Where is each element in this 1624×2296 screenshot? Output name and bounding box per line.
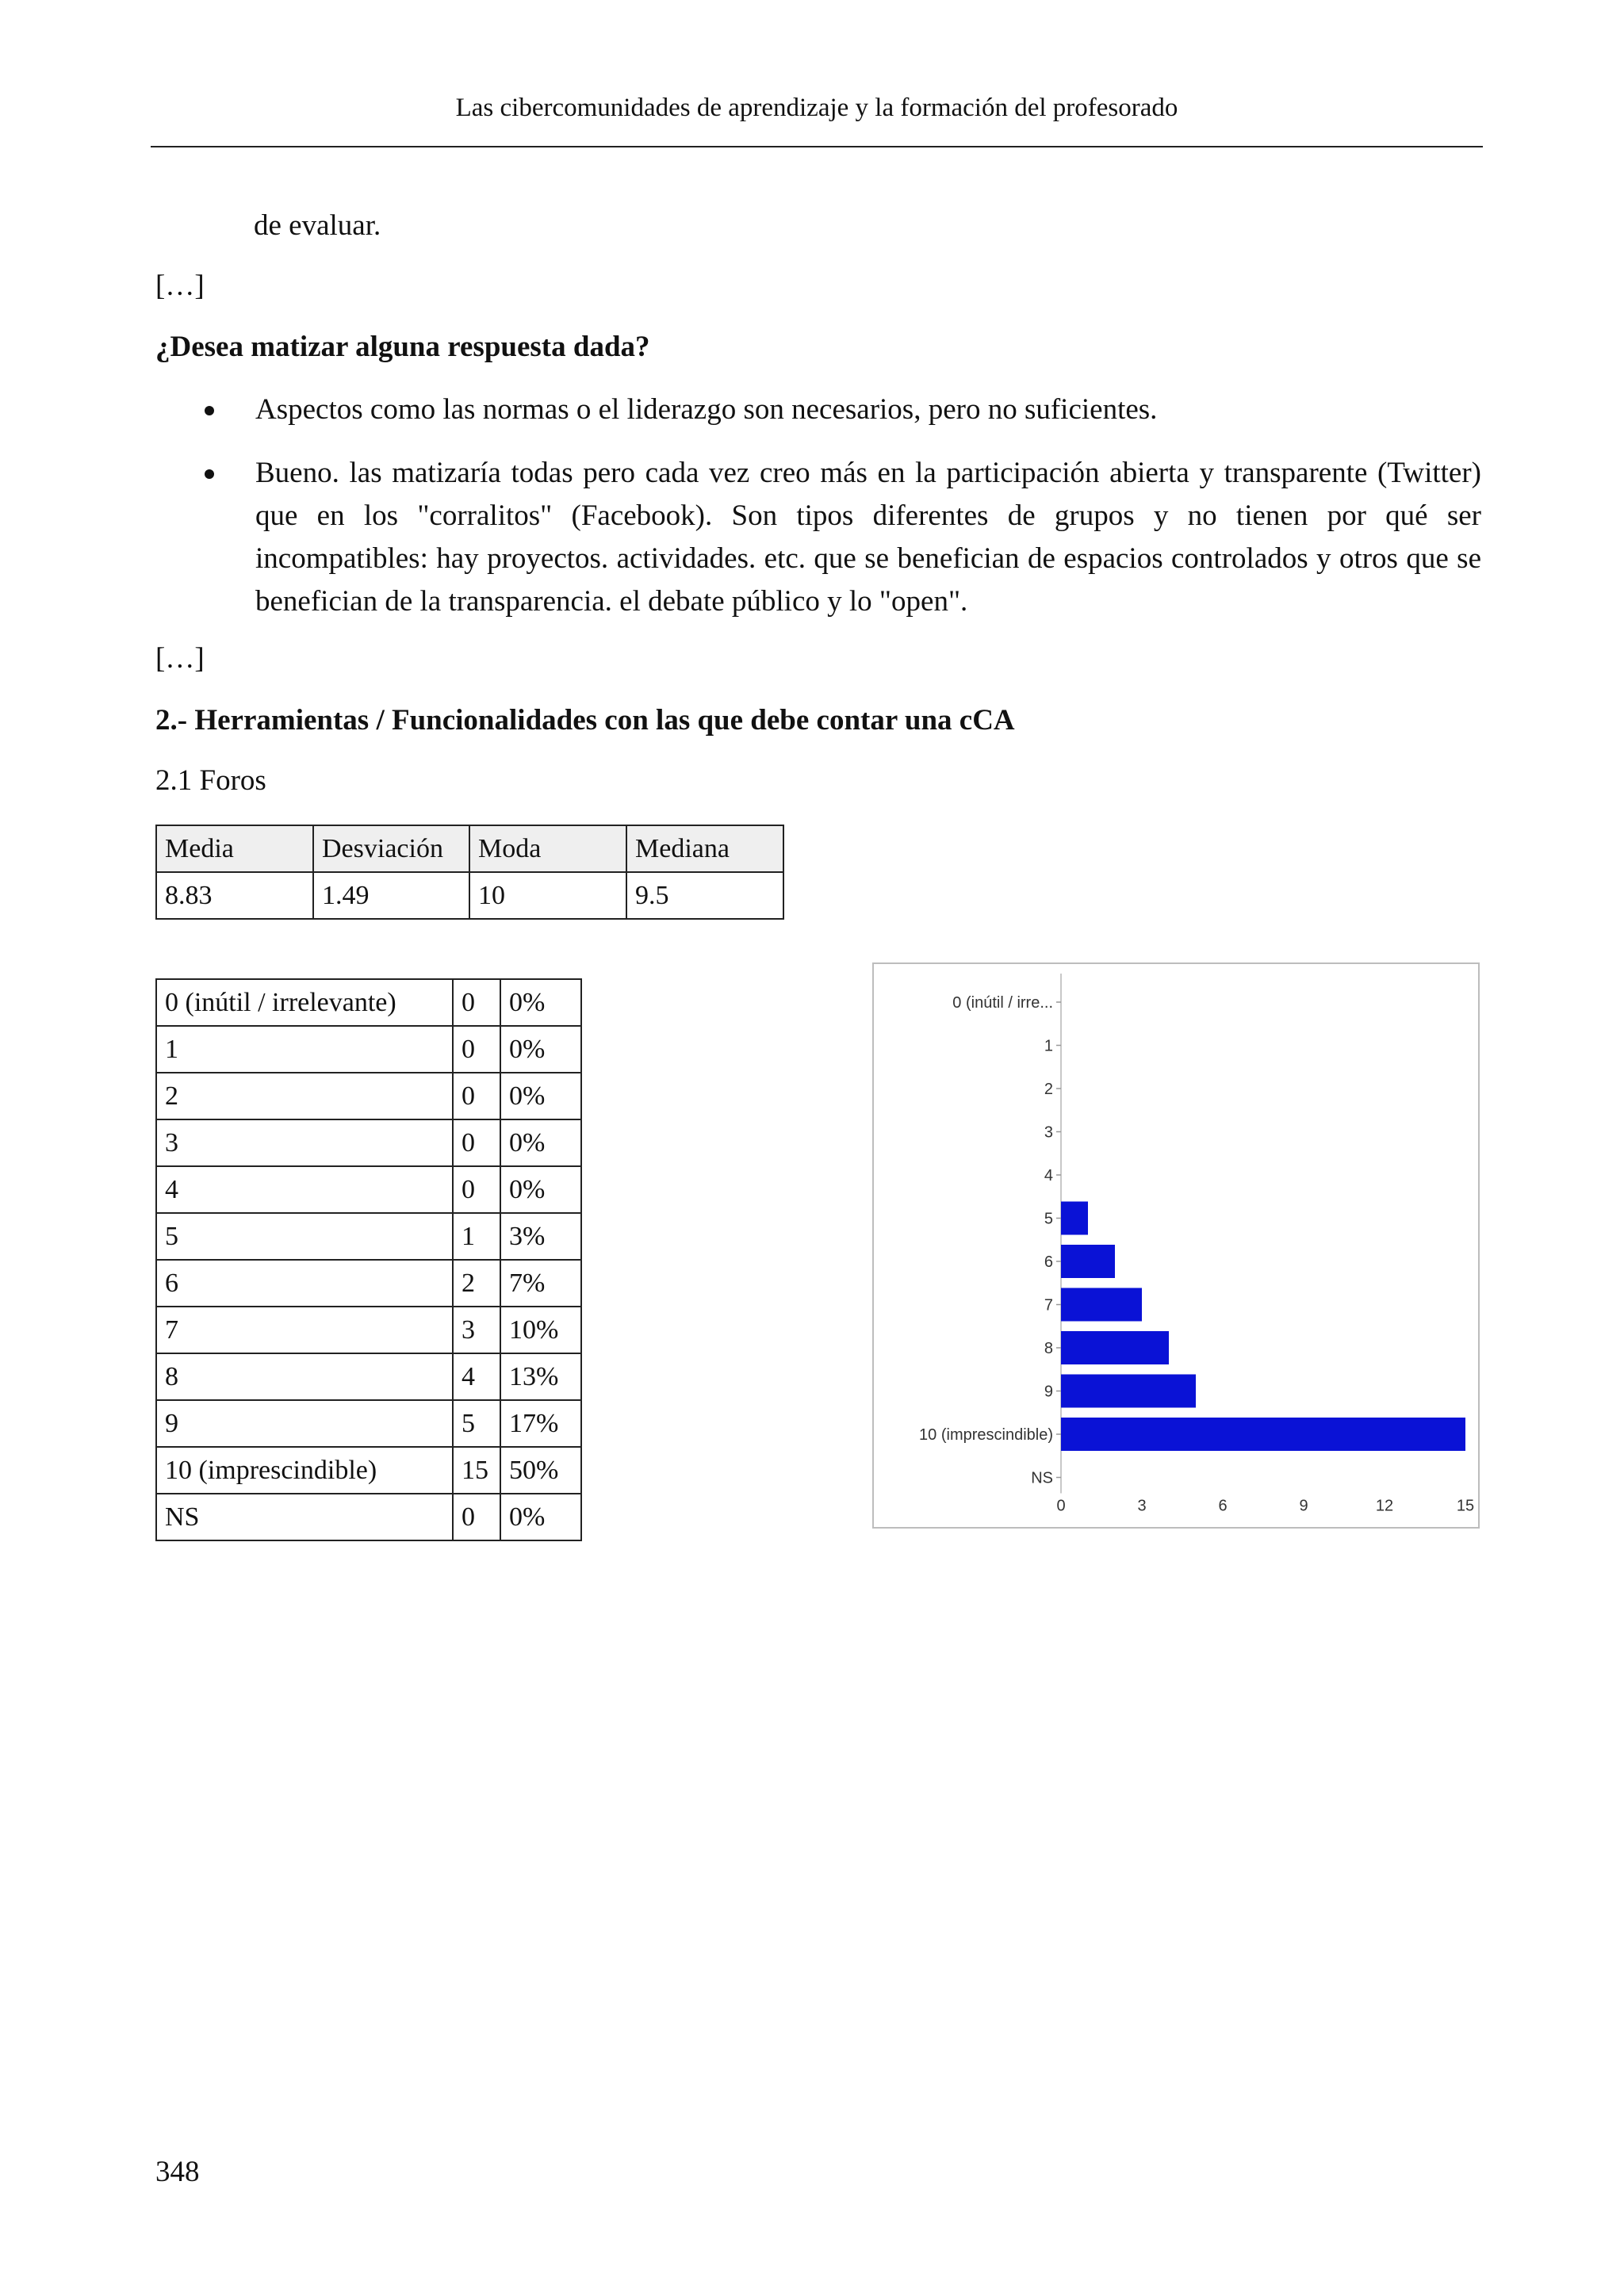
x-tick-label: 15 (1456, 1497, 1475, 1515)
table-row (156, 1447, 581, 1494)
table-row (156, 1494, 581, 1540)
question-heading: ¿Desea matizar alguna respuesta dada? (155, 331, 650, 363)
label-cell: 10 (imprescindible) (156, 1447, 453, 1494)
header-cell: Desviación (313, 825, 469, 872)
table-row (156, 1026, 581, 1073)
x-tick-label: 0 (1056, 1497, 1066, 1515)
category-tick-label: 5 (1044, 1210, 1053, 1228)
ellipsis-marker: […] (155, 642, 205, 675)
percent-cell: 7% (500, 1260, 581, 1307)
count-cell: 2 (453, 1260, 500, 1307)
label-cell: 6 (156, 1260, 453, 1307)
percent-cell: 50% (500, 1447, 581, 1494)
label-cell: 4 (156, 1166, 453, 1213)
label-cell: NS (156, 1494, 453, 1540)
table-row (156, 979, 581, 1026)
label-cell: 0 (inútil / irrelevante) (156, 979, 453, 1026)
list-item-text: Bueno. las matizaría todas pero cada vez creo más en la participación abierta y transparente (Twitter) que en los "corralitos" (Facebook). Son tipos diferentes de grupos y no tienen por qué ser incompatibles: hay proyectos. actividades. etc. que se benefician de espacios controlados y otros que se benefician de la transparencia. el debate público y lo "open". (255, 457, 1481, 618)
percent-cell: 10% (500, 1307, 581, 1353)
label-cell: 8 (156, 1353, 453, 1400)
count-cell: 3 (453, 1307, 500, 1353)
x-tick-label: 3 (1137, 1497, 1147, 1515)
label-cell: 9 (156, 1400, 453, 1447)
category-tick-label: 6 (1044, 1253, 1053, 1271)
category-tick-label: 4 (1044, 1167, 1053, 1184)
category-tick-label: 10 (imprescindible) (919, 1426, 1053, 1444)
stats-table (155, 825, 784, 920)
value-cell: 1.49 (313, 872, 469, 919)
count-cell: 5 (453, 1400, 500, 1447)
list-item (155, 452, 1481, 623)
percent-cell: 0% (500, 1166, 581, 1213)
percent-cell: 13% (500, 1353, 581, 1400)
value-cell: 10 (469, 872, 626, 919)
table-row (156, 872, 783, 919)
table-header-row (156, 825, 783, 872)
percent-cell: 0% (500, 1073, 581, 1119)
table-row (156, 1353, 581, 1400)
category-tick-label: 8 (1044, 1340, 1053, 1357)
category-tick-label: 2 (1044, 1081, 1053, 1098)
ellipsis-marker: […] (155, 270, 205, 302)
label-cell: 2 (156, 1073, 453, 1119)
table-row (156, 1307, 581, 1353)
data-bar (1061, 1202, 1088, 1235)
category-tick-label: 3 (1044, 1123, 1053, 1142)
data-bar (1061, 1331, 1169, 1364)
value-cell: 8.83 (156, 872, 313, 919)
count-cell: 0 (453, 1166, 500, 1213)
header-cell: Moda (469, 825, 626, 872)
count-cell: 0 (453, 1073, 500, 1119)
label-cell: 5 (156, 1213, 453, 1260)
category-tick-label: NS (1031, 1469, 1053, 1487)
count-cell: 0 (453, 979, 500, 1026)
count-cell: 4 (453, 1353, 500, 1400)
table-row (156, 1260, 581, 1307)
count-cell: 0 (453, 1026, 500, 1073)
continued-text: de evaluar. (254, 209, 381, 242)
running-header: Las cibercomunidades de aprendizaje y la formación del profesorado (455, 94, 1178, 122)
x-tick-label: 9 (1299, 1497, 1308, 1515)
answer-list (155, 388, 1481, 623)
count-cell: 0 (453, 1119, 500, 1166)
x-tick-label: 6 (1218, 1497, 1228, 1515)
table-row (156, 1073, 581, 1119)
header-rule (151, 146, 1483, 147)
category-tick-label: 7 (1044, 1296, 1053, 1314)
category-tick-label: 1 (1044, 1037, 1053, 1055)
table-row (156, 1166, 581, 1213)
label-cell: 3 (156, 1119, 453, 1166)
x-tick-label: 12 (1375, 1497, 1394, 1515)
label-cell: 7 (156, 1307, 453, 1353)
percent-cell: 0% (500, 1494, 581, 1540)
data-bar (1061, 1418, 1465, 1451)
count-cell: 1 (453, 1213, 500, 1260)
category-tick-label: 0 (inútil / irre... (952, 994, 1053, 1012)
subsection-title: 2.1 Foros (155, 764, 266, 797)
data-bar (1061, 1288, 1142, 1322)
bar-chart (872, 962, 1480, 1529)
table-row (156, 1400, 581, 1447)
bullet-icon (205, 406, 214, 415)
percent-cell: 3% (500, 1213, 581, 1260)
data-bar (1061, 1245, 1115, 1278)
percent-cell: 0% (500, 1026, 581, 1073)
value-cell: 9.5 (626, 872, 783, 919)
section-heading: 2.- Herramientas / Funcionalidades con las que debe contar una cCA (155, 704, 1015, 737)
bullet-icon (205, 469, 214, 479)
chart-canvas (874, 964, 1478, 1527)
list-item-text: Aspectos como las normas o el liderazgo son necesarios, pero no suficientes. (255, 393, 1158, 426)
count-cell: 15 (453, 1447, 500, 1494)
percent-cell: 17% (500, 1400, 581, 1447)
percent-cell: 0% (500, 979, 581, 1026)
percent-cell: 0% (500, 1119, 581, 1166)
list-item (155, 388, 1481, 431)
data-bar (1061, 1375, 1196, 1408)
count-cell: 0 (453, 1494, 500, 1540)
label-cell: 1 (156, 1026, 453, 1073)
category-tick-label: 9 (1044, 1383, 1053, 1401)
header-cell: Mediana (626, 825, 783, 872)
frequency-table (155, 978, 582, 1541)
table-row (156, 1119, 581, 1166)
header-cell: Media (156, 825, 313, 872)
page-number: 348 (155, 2156, 200, 2188)
table-row (156, 1213, 581, 1260)
